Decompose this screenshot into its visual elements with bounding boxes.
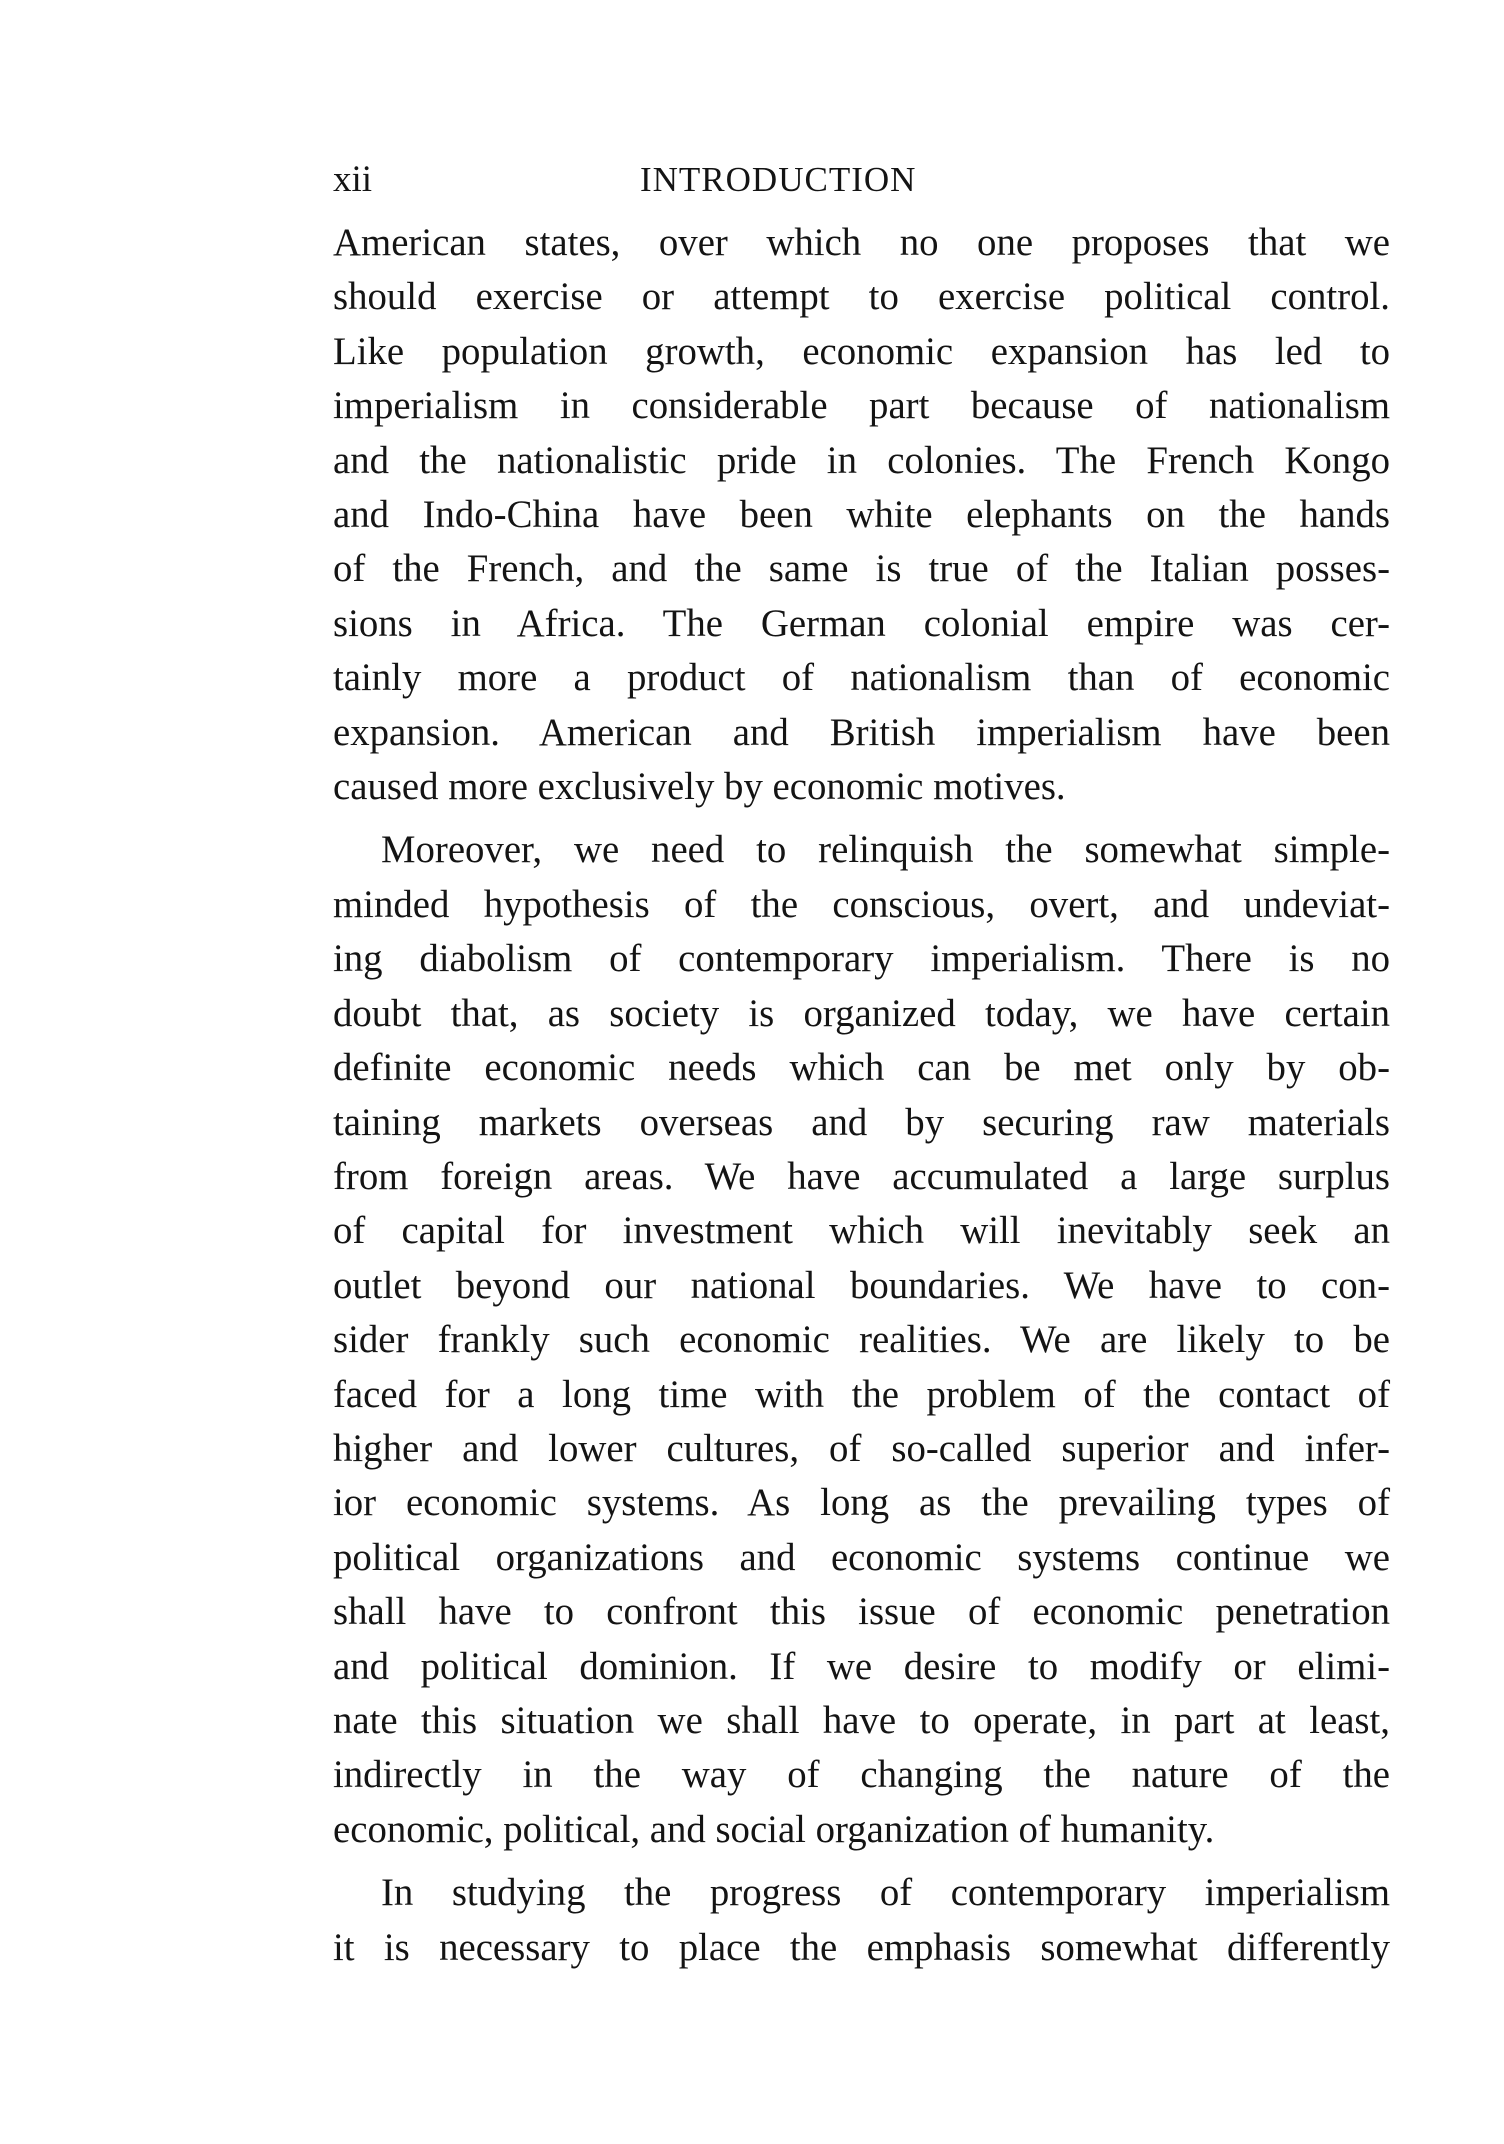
- text-line: sions in Africa. The German colonial empire was cer-: [333, 601, 1390, 645]
- paragraph-2: [333, 823, 1390, 1857]
- text-line: taining markets overseas and by securing raw materials: [333, 1100, 1390, 1144]
- text-line: In studying the progress of contemporary imperialism: [381, 1871, 1390, 1915]
- text-line: nate this situation we shall have to operate, in part at least,: [333, 1698, 1390, 1742]
- text-line: from foreign areas. We have accumulated a large surplus: [333, 1154, 1390, 1198]
- text-line: outlet beyond our national boundaries. We have to con-: [333, 1263, 1390, 1307]
- text-line: faced for a long time with the problem of the contact of: [333, 1372, 1390, 1416]
- text-line: doubt that, as society is organized today, we have certain: [333, 991, 1390, 1035]
- text-line: sider frankly such economic realities. We are likely to be: [333, 1318, 1390, 1362]
- text-line: should exercise or attempt to exercise political control.: [333, 275, 1390, 319]
- text-line: and Indo-China have been white elephants on the hands: [333, 493, 1390, 537]
- text-line: expansion. American and British imperialism have been: [333, 710, 1390, 754]
- text-line: ing diabolism of contemporary imperialism. There is no: [333, 937, 1390, 981]
- text-line: definite economic needs which can be met only by ob-: [333, 1046, 1390, 1090]
- text-line: imperialism in considerable part because of nationalism: [333, 384, 1390, 428]
- text-line: American states, over which no one proposes that we: [333, 221, 1390, 264]
- text-line: minded hypothesis of the conscious, overt, and undeviat-: [333, 882, 1390, 926]
- text-line: of capital for investment which will inevitably seek an: [333, 1209, 1390, 1253]
- text-line: caused more exclusively by economic motives.: [333, 765, 1066, 809]
- running-title: INTRODUCTION: [640, 160, 917, 199]
- text-line: shall have to confront this issue of economic penetration: [333, 1590, 1390, 1634]
- running-head: [333, 156, 1390, 204]
- text-line: it is necessary to place the emphasis somewhat differently: [333, 1925, 1390, 1969]
- text-line: and the nationalistic pride in colonies. The French Kongo: [333, 438, 1390, 482]
- text-line: political organizations and economic systems continue we: [333, 1535, 1390, 1579]
- text-line: economic, political, and social organization of humanity.: [333, 1807, 1215, 1851]
- text-line: ior economic systems. As long as the prevailing types of: [333, 1481, 1390, 1525]
- text-line: indirectly in the way of changing the nature of the: [333, 1753, 1390, 1797]
- text-line: and political dominion. If we desire to modify or elimi-: [333, 1644, 1390, 1688]
- paragraph-3: [333, 1866, 1390, 1975]
- text-line: of the French, and the same is true of the Italian posses-: [333, 547, 1390, 591]
- text-line: higher and lower cultures, of so-called superior and infer-: [333, 1426, 1390, 1470]
- page-number: xii: [333, 159, 373, 200]
- paragraph-1: [333, 216, 1390, 814]
- text-line: Moreover, we need to relinquish the somewhat simple-: [381, 828, 1390, 872]
- text-line: Like population growth, economic expansion has led to: [333, 329, 1390, 373]
- body-text: [333, 216, 1390, 1975]
- text-line: tainly more a product of nationalism than of economic: [333, 656, 1390, 700]
